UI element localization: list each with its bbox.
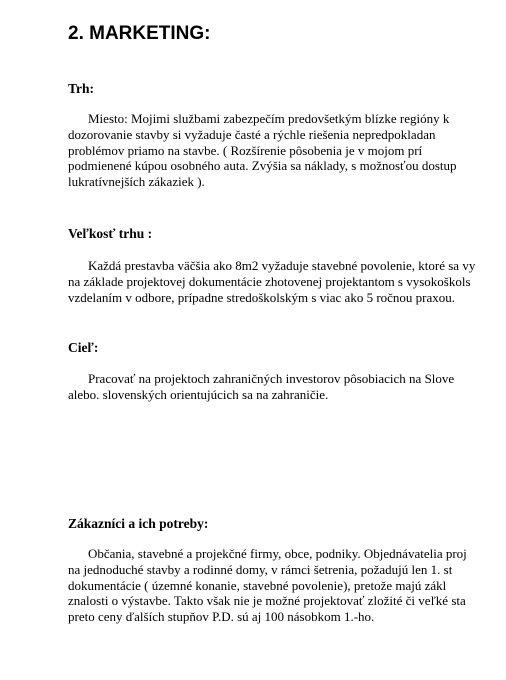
text-line: alebo. slovenských orientujúcich sa na zahraničie. xyxy=(68,386,329,402)
text-line: dokumentácie ( územné konanie, stavebné povolenie), pretože majú zákl xyxy=(68,577,447,593)
text-line: lukratívnejších zákaziek ). xyxy=(68,174,205,190)
text-line: na jednoduché stavby a rodinné domy, v rámci šetrenia, požadujú len 1. st xyxy=(68,561,453,577)
section-title-velkost-trhu: Veľkosť trhu : xyxy=(68,226,153,241)
section-title-zakaznici: Zákazníci a ich potreby: xyxy=(68,516,209,531)
text-line: Miesto: Mojimi službami zabezpečím predovšetkým blízke regióny k xyxy=(88,111,450,126)
text-line: preto ceny ďalších stupňov P.D. sú aj 100 násobkom 1.-ho. xyxy=(68,609,375,625)
paragraph-zakaznici xyxy=(68,546,506,625)
text-line: vzdelaním v odbore, prípadne stredoškolským s viac ako 5 ročnou praxou. xyxy=(68,289,456,305)
paragraph-velkost-trhu xyxy=(68,258,506,305)
text-line: Pracovať na projektoch zahraničných investorov pôsobiacich na Slove xyxy=(88,371,455,386)
text-line: problémov priamo na stavbe. ( Rozšírenie pôsobenia je v mojom prí xyxy=(68,142,423,158)
text-line: podmienené kúpou osobného auta. Zvýšia sa náklady, s možnosťou dostup xyxy=(68,158,457,174)
text-line: dozorovanie stavby si vyžaduje časté a rýchle riešenia nepredpokladan xyxy=(68,126,436,142)
text-line: Každá prestavba väčšia ako 8m2 vyžaduje stavebné povolenie, ktoré sa vy xyxy=(88,258,476,273)
text-line: Občania, stavebné a projekčné firmy, obce, podniky. Objednávatelia proj xyxy=(88,546,467,561)
text-line: znalosti o výstavbe. Takto však nie je možné projektovať zložité či veľké sta xyxy=(68,593,466,609)
paragraph-trh xyxy=(68,111,506,190)
section-title-trh: Trh: xyxy=(68,81,94,96)
paragraph-ciel xyxy=(68,371,506,403)
section-title-ciel: Cieľ: xyxy=(68,340,99,355)
text-line: na základe projektovej dokumentácie zhotovenej projektantom s vysokoškols xyxy=(68,273,471,289)
page-heading: 2. MARKETING: xyxy=(68,23,211,44)
